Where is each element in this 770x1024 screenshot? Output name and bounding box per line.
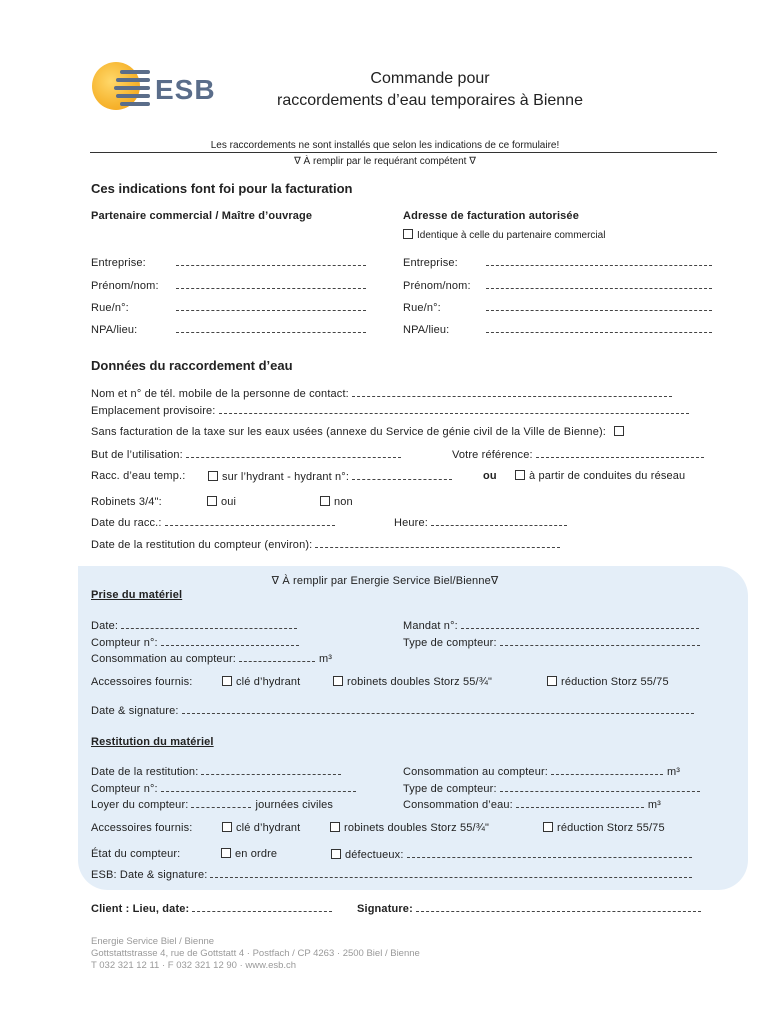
pickup-date-field[interactable]: Date:	[91, 619, 297, 632]
connection-date-field[interactable]: Date du racc.:	[91, 516, 335, 529]
same-as-partner-option[interactable]: Identique à celle du partenaire commercial	[403, 229, 605, 241]
esb-date-signature-field[interactable]: ESB: Date & signature:	[91, 868, 692, 881]
return-accessories-label: Accessoires fournis:	[91, 822, 193, 834]
header-divider	[90, 152, 717, 153]
return-hydrant-key-option[interactable]: clé d’hydrant	[222, 822, 300, 834]
esb-section-panel	[78, 566, 748, 890]
taps-label: Robinets 3/4":	[91, 496, 162, 508]
billing-company-field[interactable]: Entreprise:	[403, 256, 712, 269]
fill-by-requester: ∇ À remplir par le requérant compétent ∇	[294, 156, 476, 167]
mandate-field[interactable]: Mandat n°:	[403, 619, 699, 632]
pickup-heading: Prise du matériel	[91, 589, 183, 601]
return-heading: Restitution du matériel	[91, 736, 214, 748]
partner-company-field[interactable]: Entreprise:	[91, 256, 366, 269]
return-reduction-option[interactable]: réduction Storz 55/75	[543, 822, 665, 834]
connection-heading: Données du raccordement d’eau	[91, 358, 293, 373]
billing-address-heading: Adresse de facturation autorisée	[403, 210, 579, 222]
return-meter-no-field[interactable]: Compteur n°:	[91, 782, 356, 795]
return-double-taps-option[interactable]: robinets doubles Storz 55/¾"	[330, 822, 489, 834]
billing-heading: Ces indications font foi pour la facturation	[91, 181, 353, 196]
footer-address: Gottstattstrasse 4, rue de Gottstatt 4 · Postfach / CP 4263 · 2500 Biel / Bienne	[91, 948, 420, 959]
location-field[interactable]: Emplacement provisoire:	[91, 404, 689, 417]
page-title-line2: raccordements d’eau temporaires à Bienne	[277, 92, 583, 109]
pickup-consumption-field[interactable]: Consommation au compteur: m³	[91, 653, 333, 665]
on-hydrant-checkbox[interactable]	[208, 471, 218, 481]
on-hydrant-option[interactable]: sur l’hydrant - hydrant n°:	[208, 470, 452, 483]
billing-street-field[interactable]: Rue/n°:	[403, 301, 712, 314]
pickup-reduction-option[interactable]: réduction Storz 55/75	[547, 676, 669, 688]
meter-defective-option[interactable]: défectueux:	[331, 848, 692, 861]
meter-state-label: État du compteur:	[91, 848, 181, 860]
taps-yes-option[interactable]: oui	[207, 496, 236, 508]
same-as-partner-checkbox[interactable]	[403, 229, 413, 239]
billing-zip-city-field[interactable]: NPA/lieu:	[403, 323, 712, 336]
pickup-date-signature-field[interactable]: Date & signature:	[91, 704, 694, 717]
partner-street-field[interactable]: Rue/n°:	[91, 301, 366, 314]
taps-no-checkbox[interactable]	[320, 496, 330, 506]
connection-time-field[interactable]: Heure:	[394, 516, 567, 529]
meter-in-order-option[interactable]: en ordre	[221, 848, 277, 860]
billing-name-field[interactable]: Prénom/nom:	[403, 279, 712, 292]
partner-zip-city-field[interactable]: NPA/lieu:	[91, 323, 366, 336]
return-consumption-field[interactable]: Consommation au compteur: m³	[403, 766, 681, 778]
return-hydrant-key-checkbox[interactable]	[222, 822, 232, 832]
pickup-meter-no-field[interactable]: Compteur n°:	[91, 636, 299, 649]
pickup-reduction-checkbox[interactable]	[547, 676, 557, 686]
contact-field[interactable]: Nom et n° de tél. mobile de la personne de contact:	[91, 387, 672, 400]
notice-text: Les raccordements ne sont installés que selon les indications de ce formulaire!	[210, 140, 560, 151]
meter-rent-field[interactable]: Loyer du compteur: journées civiles	[91, 799, 334, 811]
return-reduction-checkbox[interactable]	[543, 822, 553, 832]
no-wastewater-fee-checkbox[interactable]	[614, 426, 624, 436]
logo-text: ESB	[155, 74, 216, 105]
taps-no-option[interactable]: non	[320, 496, 353, 508]
no-wastewater-fee-option[interactable]: Sans facturation de la taxe sur les eaux usées (annexe du Service de génie civil de la Ville de Bienne):	[91, 426, 628, 438]
meter-in-order-checkbox[interactable]	[221, 848, 231, 858]
pickup-meter-type-field[interactable]: Type de compteur:	[403, 636, 700, 649]
pickup-hydrant-key-option[interactable]: clé d’hydrant	[222, 676, 300, 688]
meter-defective-checkbox[interactable]	[331, 849, 341, 859]
taps-yes-checkbox[interactable]	[207, 496, 217, 506]
pickup-double-taps-checkbox[interactable]	[333, 676, 343, 686]
pickup-hydrant-key-checkbox[interactable]	[222, 676, 232, 686]
return-meter-type-field[interactable]: Type de compteur:	[403, 782, 700, 795]
fill-by-esb: ∇ À remplir par Energie Service Biel/Bienne∇	[271, 575, 499, 587]
meter-return-date-field[interactable]: Date de la restitution du compteur (environ):	[91, 538, 560, 551]
from-network-checkbox[interactable]	[515, 470, 525, 480]
temp-connection-label: Racc. d’eau temp.:	[91, 470, 186, 482]
partner-heading: Partenaire commercial / Maître d’ouvrage	[91, 210, 313, 222]
partner-name-field[interactable]: Prénom/nom:	[91, 279, 366, 292]
page-title-line1: Commande pour	[370, 70, 490, 87]
footer-company: Energie Service Biel / Bienne	[91, 936, 215, 947]
pickup-accessories-label: Accessoires fournis:	[91, 676, 193, 688]
return-double-taps-checkbox[interactable]	[330, 822, 340, 832]
or-label: ou	[483, 470, 497, 482]
purpose-field[interactable]: But de l’utilisation:	[91, 448, 401, 461]
reference-field[interactable]: Votre référence:	[452, 448, 704, 461]
pickup-double-taps-option[interactable]: robinets doubles Storz 55/¾"	[333, 676, 492, 688]
return-date-field[interactable]: Date de la restitution:	[91, 765, 341, 778]
client-signature-field[interactable]: Signature:	[357, 902, 701, 915]
from-network-option[interactable]: à partir de conduites du réseau	[515, 470, 685, 482]
footer-contact: T 032 321 12 11 · F 032 321 12 90 · www.esb.ch	[91, 960, 297, 971]
water-consumption-field[interactable]: Consommation d’eau: m³	[403, 799, 661, 811]
client-place-date-field[interactable]: Client : Lieu, date:	[91, 902, 332, 915]
